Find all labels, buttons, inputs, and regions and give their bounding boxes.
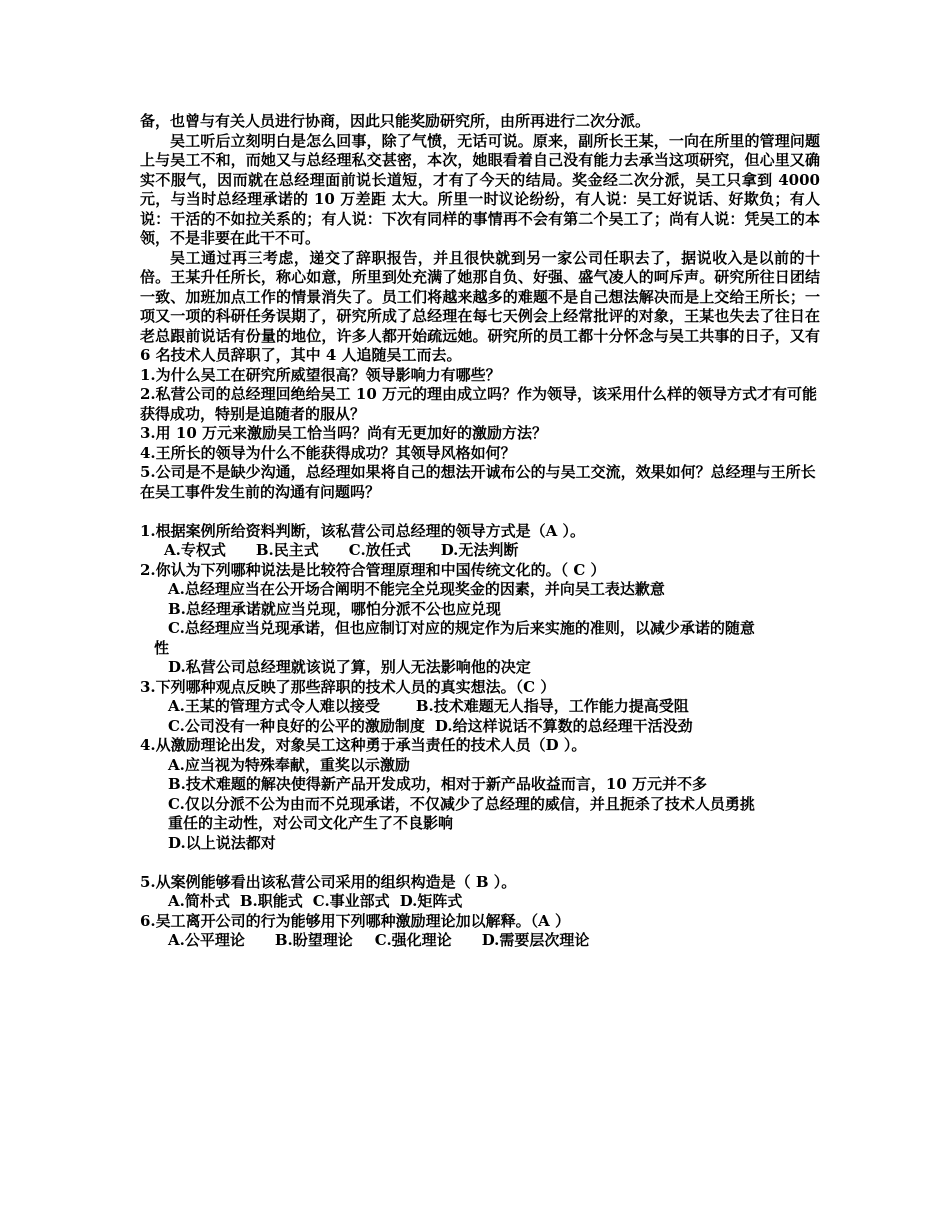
spacer <box>140 853 820 873</box>
case-paragraph-3: 吴工通过再三考虑，递交了辞职报告，并且很快就到另一家公司任职去了，据说收入是以前的十倍。王某升任所长，称心如意，所里到处充满了她那自负、好强、盛气凌人的呵斥声。研究所往日团结一致、加班加点工作的情景消失了。员工们将越来越多的难题不是自己想法解决而是上交给王所长；一项又一项的科研任务误期了，研究所成了总经理在每七天例会上经常批评的对象，王某也失去了往日在老总跟前说话有份量的地位，许多人都开始疏远她。研究所的员工都十分怀念与吴工共事的日子，又有 6 名技术人员辞职了，其中 4 人追随吴工而去。 <box>140 248 820 364</box>
mcq-6-options <box>140 931 820 951</box>
mcq-6-stem: 6.吴工离开公司的行为能够用下列哪种激励理论加以解释。（A ） <box>140 911 571 930</box>
mcq-3-stem: 3.下列哪种观点反映了那些辞职的技术人员的真实想法。（C ） <box>140 677 556 696</box>
discussion-question-4: 4.王所长的领导为什么不能获得成功？其领导风格如何？ <box>140 443 516 462</box>
mcq-5-option-c: C.事业部式 <box>312 892 390 910</box>
mcq-3-options-row-2 <box>140 717 820 737</box>
mcq-1-option-c: C.放任式 <box>348 541 411 559</box>
discussion-question-5: 5.公司是不是缺少沟通，总经理如果将自己的想法开诚布公的与吴工交流，效果如何？总经理与王所长在吴工事件发生前的沟通有问题吗？ <box>140 463 816 501</box>
mcq-2-option-c: C.总经理应当兑现承诺，但也应制订对应的规定作为后来实施的准则，以减少承诺的随意 <box>168 619 755 637</box>
mcq-4-stem: 4.从激励理论出发，对象吴工这种勇于承当责任的技术人员（D ）。 <box>140 736 587 754</box>
mcq-3-options-row-1 <box>140 697 820 717</box>
mcq-6-option-c: C.强化理论 <box>374 931 452 949</box>
case-paragraph-1: 备，也曾与有关人员进行协商，因此只能奖励研究所，由所再进行二次分派。 <box>140 112 651 130</box>
case-paragraph-2: 吴工听后立刻明白是怎么回事，除了气愤，无话可说。原来，副所长王某，一向在所里的管理问题上与吴工不和，而她又与总经理私交甚密，本次，她眼看着自己没有能力去承当这项研究，但心里又确实不服气，因而就在总经理面前说长道短，才有了今天的结局。奖金经二次分派，吴工只拿到 4000 元，与当时总经理承诺的 10 万差距 太大。所里一时议论纷纷，有人说：吴工好说话、好欺负；有人说：干活的不如拉关系的；有人说：下次有同样的事情再不会有第二个吴工了；尚有人说：凭吴工的本领，不是非要在此干不可。 <box>140 131 820 247</box>
spacer <box>140 502 820 522</box>
mcq-2-option-a: A.总经理应当在公开场合阐明不能完全兑现奖金的因素，并向吴工表达歉意 <box>168 580 665 598</box>
discussion-question-3: 3.用 10 万元来激励吴工恰当吗？尚有无更加好的激励方法？ <box>140 424 547 442</box>
discussion-question-2: 2.私营公司的总经理回绝给吴工 10 万元的理由成立吗？作为领导，该采用什么样的领导方式才有可能获得成功，特别是追随者的服从？ <box>140 385 817 423</box>
mcq-5-option-d: D.矩阵式 <box>399 892 463 910</box>
mcq-2-option-b: B.总经理承诺就应当兑现，哪怕分派不公也应兑现 <box>168 599 501 618</box>
mcq-3-option-d: D.给这样说话不算数的总经理干活没劲 <box>434 716 693 735</box>
mcq-6-option-a: A.公平理论 <box>168 931 245 949</box>
mcq-1-option-b: B.民主式 <box>255 541 319 559</box>
mcq-5-stem: 5.从案例能够看出该私营公司采用的组织构造是（ B ）。 <box>140 872 517 891</box>
mcq-1-stem: 1.根据案例所给资料判断，该私营公司总经理的领导方式是（A ）。 <box>140 521 586 540</box>
mcq-1-option-d: D.无法判断 <box>440 541 519 559</box>
mcq-5-option-a: A.简朴式 <box>168 892 230 910</box>
mcq-2-option-c-continued: 性 <box>154 638 170 657</box>
mcq-5-options <box>140 892 820 912</box>
document-page <box>140 112 820 951</box>
mcq-2-option-d: D.私营公司总经理就该说了算，别人无法影响他的决定 <box>168 658 531 676</box>
mcq-2-stem: 2.你认为下列哪种说法是比较符合管理原理和中国传统文化的。（ C ） <box>140 560 606 579</box>
mcq-3-option-c: C.公司没有一种良好的公平的激励制度 <box>168 716 425 735</box>
mcq-4-option-a: A.应当视为特殊奉献，重奖以示激励 <box>168 755 410 774</box>
mcq-6-option-b: B.盼望理论 <box>274 931 353 949</box>
mcq-3-option-b: B.技术难题无人指导，工作能力提高受阻 <box>415 697 689 715</box>
mcq-5-option-b: B.职能式 <box>239 892 303 910</box>
mcq-1-option-a: A.专权式 <box>164 541 226 559</box>
mcq-4-option-c-continued: 重任的主动性，对公司文化产生了不良影响 <box>168 814 454 832</box>
mcq-6-option-d: D.需要层次理论 <box>481 931 590 949</box>
mcq-4-option-b: B.技术难题的解决使得新产品开发成功，相对于新产品收益而言，10 万元并不多 <box>168 775 708 793</box>
mcq-1-options <box>140 541 820 561</box>
mcq-3-option-a: A.王某的管理方式令人难以接受 <box>168 697 380 715</box>
mcq-4-option-c: C.仅以分派不公为由而不兑现承诺，不仅减少了总经理的威信，并且扼杀了技术人员勇挑 <box>168 794 755 813</box>
discussion-question-1: 1.为什么吴工在研究所威望很高？领导影响力有哪些？ <box>140 365 501 384</box>
mcq-4-option-d: D.以上说法都对 <box>168 833 276 852</box>
